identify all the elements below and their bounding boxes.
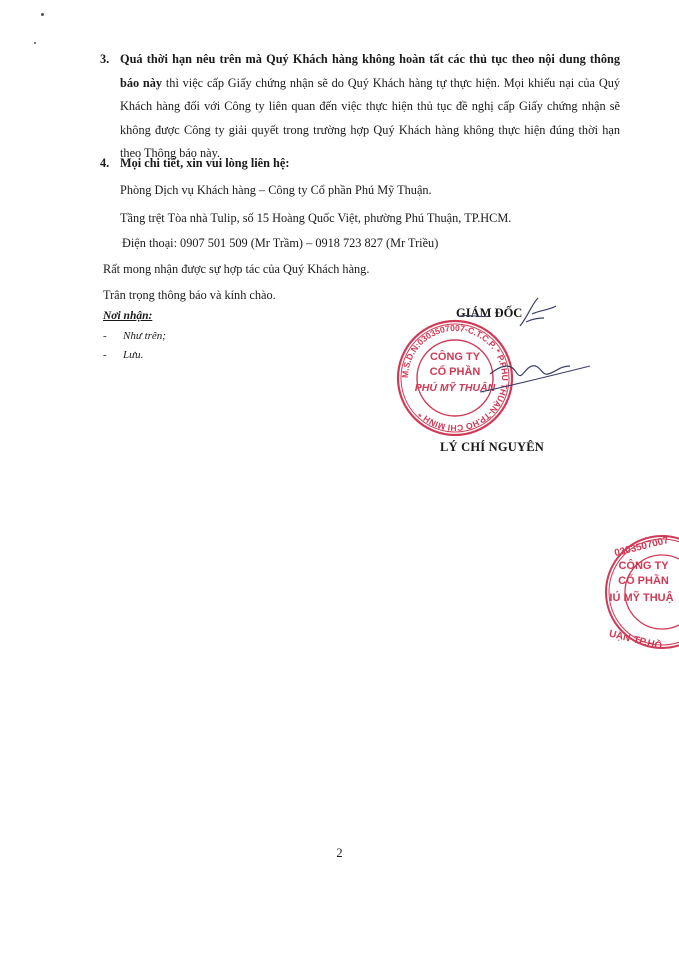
page-number: 2	[336, 846, 343, 860]
contact-address: Tầng trệt Tòa nhà Tulip, số 15 Hoàng Quốc Việt, phường Phú Thuận, TP.HCM.	[120, 211, 512, 225]
recipient-text: Lưu.	[123, 349, 144, 361]
seal-line-company: CÔNG TY	[429, 351, 481, 363]
seal-line-type: CỔ PHẦN	[429, 366, 481, 378]
contact-department: Phòng Dịch vụ Khách hàng – Công ty Cổ phần Phú Mỹ Thuận.	[120, 183, 432, 197]
contact-phone: Điện thoại: 0907 501 509 (Mr Trầm) – 0918 723 827 (Mr Triều)	[122, 236, 439, 250]
edge-seal-line-type: CỔ PHẦN	[618, 575, 669, 587]
item-number: 4.	[100, 156, 110, 170]
edge-seal	[600, 528, 679, 658]
signature-scribble	[420, 296, 620, 406]
item-bold-lead: Quá thời hạn nêu trên mà Quý Khách hàng không hoàn tất các thủ tục theo nội dung thông báo này	[120, 52, 620, 90]
closing-line: Rất mong nhận được sự hợp tác của Quý Khách hàng.	[103, 262, 370, 276]
recipient-dash: -	[103, 349, 107, 361]
item-number: 3.	[100, 52, 110, 66]
recipient-entry	[103, 349, 143, 361]
scan-speck	[41, 13, 44, 16]
closing-line: Trân trọng thông báo và kính chào.	[103, 288, 276, 302]
seal-ring-text: M.S.D.N:0303507007-C.T.C.P. * P.PHÚ THUẬN-TP.HỒ CHÍ MINH *	[399, 322, 511, 434]
item-bold-lead: Mọi chi tiết, xin vui lòng liên hệ:	[120, 156, 290, 170]
item-body: thì việc cấp Giấy chứng nhận sẽ do Quý Khách hàng tự thực hiện. Mọi khiếu nại của Quý Khách hàng đối với Công ty liên quan đến việc thực hiện thủ tục đề nghị cấp Giấy chứng nhận sẽ không được Công ty giải quyết trong trường hợp Quý Khách hàng không thực hiện đúng thời hạn theo Thông báo này.	[120, 75, 620, 160]
recipient-dash: -	[103, 330, 107, 342]
item-3	[100, 48, 620, 160]
scan-speck	[34, 42, 36, 44]
item-4	[100, 152, 620, 176]
edge-seal-line-company: CÔNG TY	[618, 560, 669, 572]
seal-line-name: PHÚ MỸ THUẬN	[414, 382, 496, 394]
signer-name: LÝ CHÍ NGUYÊN	[440, 440, 544, 454]
signer-title: GIÁM ĐỐC	[456, 306, 523, 320]
edge-seal-ring-bottom: UẬN-TP.HỒ	[607, 628, 664, 653]
edge-seal-line-name: IÚ MỸ THUẬ	[609, 592, 674, 604]
recipient-entry	[103, 330, 166, 342]
item-text	[120, 48, 620, 166]
recipients-heading: Nơi nhận:	[103, 310, 153, 322]
recipient-text: Như trên;	[123, 330, 166, 342]
edge-seal-ring-top: 0303507007	[613, 535, 670, 560]
